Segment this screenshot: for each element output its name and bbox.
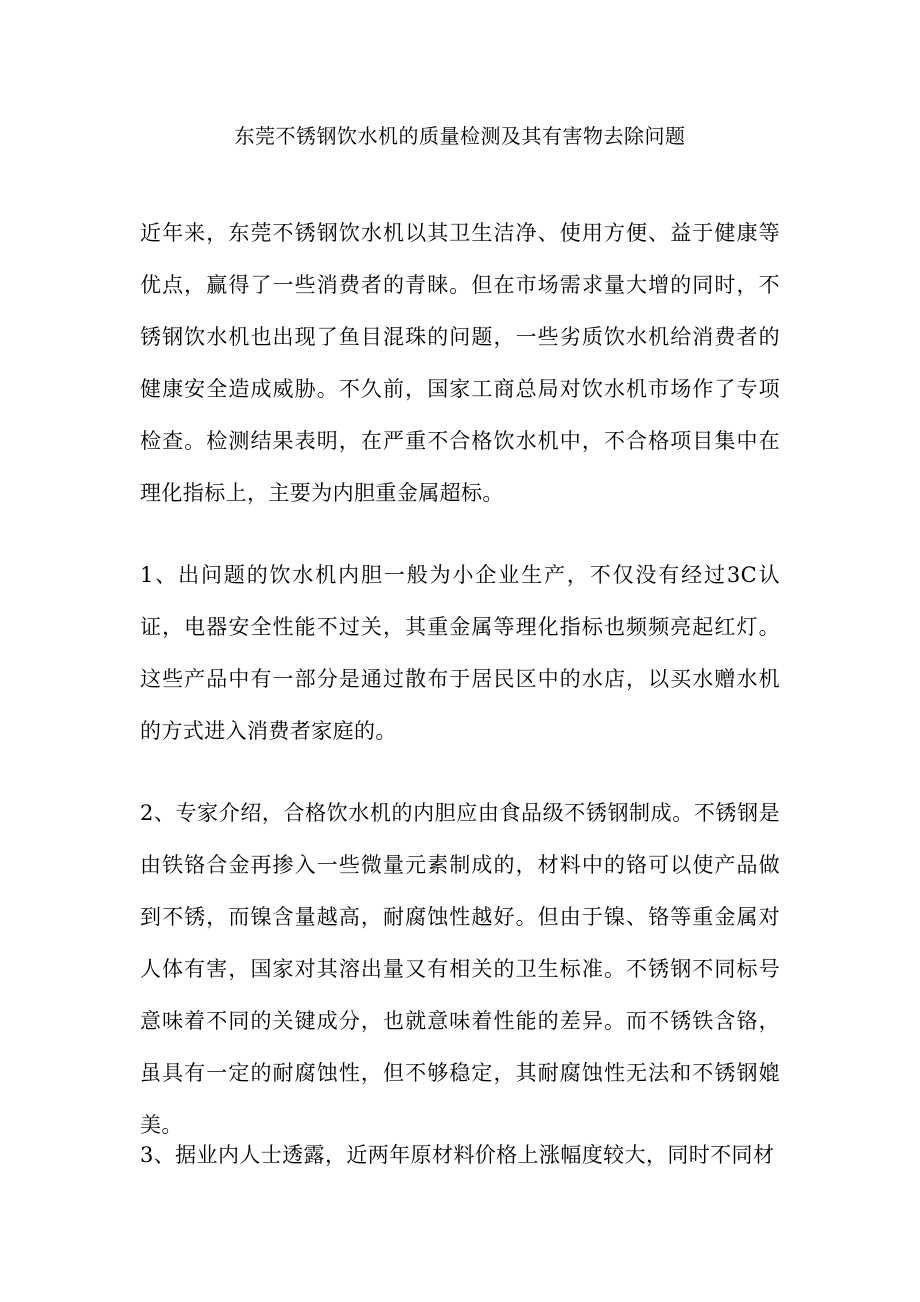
paragraph-item-1: 1、出问题的饮水机内胆一般为小企业生产，不仅没有经过3C认证，电器安全性能不过关，其重金属等理化指标也频频亮起红灯。这些产品中有一部分是通过散布于居民区中的水店，以买水赠水机的方式进入消费者家庭的。 (140, 563, 780, 743)
paragraph-intro: 近年来，东莞不锈钢饮水机以其卫生洁净、使用方便、益于健康等优点，赢得了一些消费者的青睐。但在市场需求量大增的同时，不锈钢饮水机也出现了鱼目混珠的问题，一些劣质饮水机给消费者的健康安全造成威胁。不久前，国家工商总局对饮水机市场作了专项检查。检测结果表明，在严重不合格饮水机中，不合格项目集中在理化指标上，主要为内胆重金属超标。 (140, 221, 780, 505)
paragraph-item-2: 2、专家介绍，合格饮水机的内胆应由食品级不锈钢制成。不锈钢是由铁铬合金再掺入一些微量元素制成的，材料中的铬可以使产品做到不锈，而镍含量越高，耐腐蚀性越好。但由于镍、铬等重金属对人体有害，国家对其溶出量又有相关的卫生标准。不锈钢不同标号意味着不同的关键成分，也就意味着性能的差异。而不锈铁含铬，虽具有一定的耐腐蚀性，但不够稳定，其耐腐蚀性无法和不锈钢媲美。 (140, 801, 780, 1137)
paragraph-item-3: 3、据业内人士透露，近两年原材料价格上涨幅度较大，同时不同材 (140, 1143, 775, 1167)
document-title: 东莞不锈钢饮水机的质量检测及其有害物去除问题 (234, 124, 686, 148)
